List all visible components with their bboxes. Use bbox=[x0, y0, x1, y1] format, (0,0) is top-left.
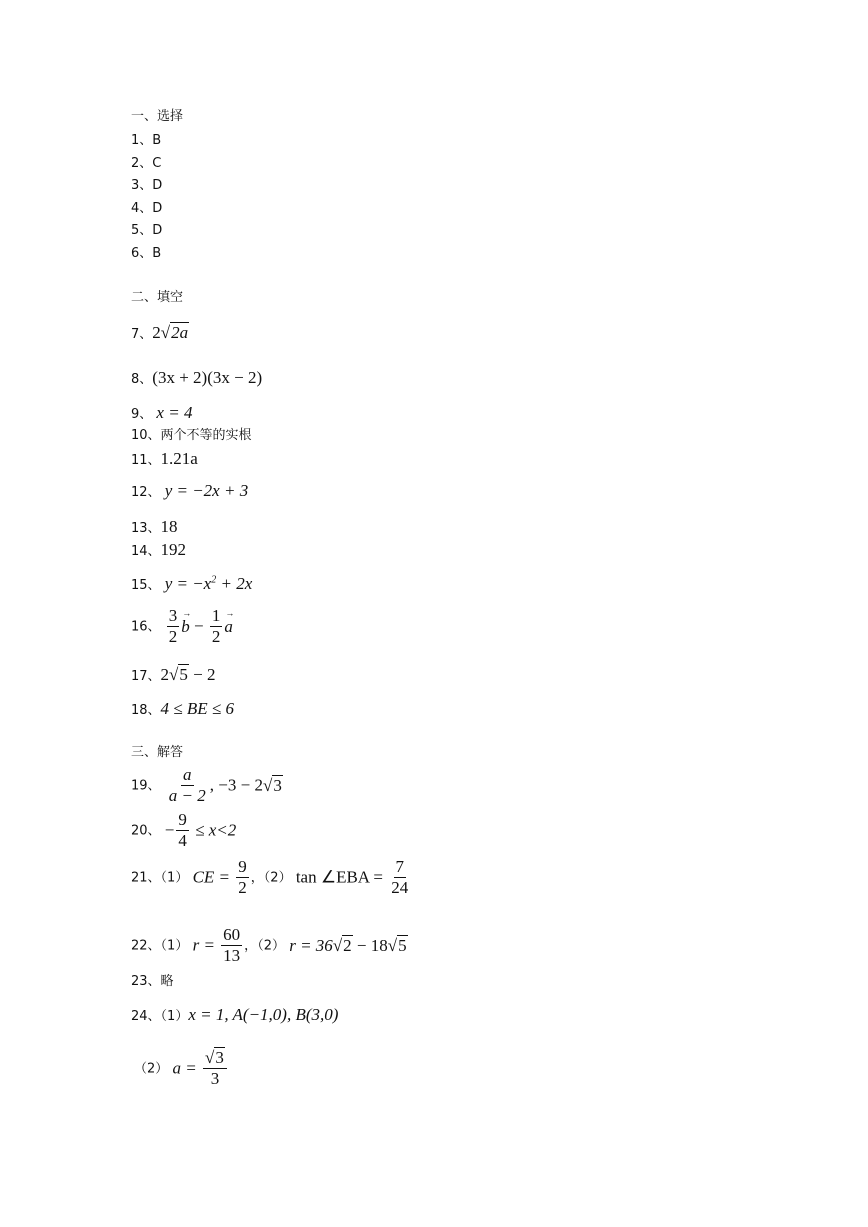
section-heading-fill: 二、填空 bbox=[131, 290, 184, 305]
expression: y = −2x + 3 bbox=[164, 481, 249, 500]
expression-part: − 2 bbox=[188, 665, 216, 684]
question-number: 5、 bbox=[131, 223, 153, 238]
part-label: （2） bbox=[134, 1061, 169, 1077]
fill-answer-16 bbox=[131, 607, 233, 646]
solve-answer-23 bbox=[131, 975, 174, 988]
expression: 1.21a bbox=[160, 449, 198, 468]
section-heading-choice: 一、选择 bbox=[131, 109, 184, 124]
fill-answer-15 bbox=[131, 575, 252, 592]
question-number: 16、 bbox=[131, 619, 161, 635]
question-number: 22、 bbox=[131, 938, 161, 954]
denominator: 2 bbox=[211, 626, 221, 646]
fill-answer-7 bbox=[131, 324, 189, 341]
answer: D bbox=[152, 223, 163, 238]
numerator: 1 bbox=[211, 606, 221, 625]
sqrt-symbol: √3 bbox=[205, 1048, 224, 1067]
operator: − bbox=[189, 616, 208, 636]
radicand: 3 bbox=[273, 775, 282, 795]
question-number: 8、 bbox=[131, 372, 153, 387]
sign: − bbox=[164, 820, 175, 840]
question-number: 13、 bbox=[131, 521, 161, 536]
expression-part: ≤ x<2 bbox=[190, 820, 237, 840]
expression: x = 1, A(−1,0), B(3,0) bbox=[188, 1005, 339, 1024]
choice-answer-5 bbox=[131, 224, 162, 237]
choice-answer-4 bbox=[131, 202, 162, 215]
expression-part: + 2x bbox=[216, 574, 253, 593]
solve-answer-20 bbox=[131, 811, 236, 850]
fill-answer-18 bbox=[131, 700, 234, 717]
choice-answer-6 bbox=[131, 247, 161, 260]
denominator: 13 bbox=[223, 945, 241, 965]
section-heading-solve: 三、解答 bbox=[131, 745, 184, 760]
solve-answer-21 bbox=[131, 858, 412, 897]
fill-answer-14 bbox=[131, 541, 186, 558]
part-label: （2） bbox=[257, 938, 285, 954]
expression: 18 bbox=[160, 517, 178, 536]
question-number: 19、 bbox=[131, 778, 161, 794]
question-number: 6、 bbox=[131, 246, 153, 261]
choice-answer-1 bbox=[131, 134, 161, 147]
expression: 192 bbox=[160, 540, 187, 559]
fraction bbox=[221, 926, 242, 965]
part-label: （1） bbox=[160, 1009, 189, 1024]
solve-answer-19 bbox=[131, 766, 283, 805]
fraction bbox=[203, 1049, 227, 1088]
question-number: 23、 bbox=[131, 974, 161, 989]
fill-answer-13 bbox=[131, 518, 178, 535]
denominator: a − 2 bbox=[168, 785, 206, 805]
question-number: 2、 bbox=[131, 156, 153, 171]
fill-answer-17 bbox=[131, 666, 215, 683]
denominator: 24 bbox=[391, 877, 409, 897]
question-number: 12、 bbox=[131, 485, 161, 500]
sqrt-symbol: √5 bbox=[387, 936, 407, 956]
question-number: 7、 bbox=[131, 327, 153, 342]
fill-answer-12 bbox=[131, 482, 248, 499]
fill-answer-11 bbox=[131, 450, 198, 467]
answer-text: 略 bbox=[160, 974, 174, 989]
exponent: 2 bbox=[211, 574, 217, 586]
question-number: 17、 bbox=[131, 669, 161, 684]
vector-a: → a bbox=[224, 618, 233, 635]
fraction bbox=[210, 607, 223, 646]
answer: D bbox=[152, 178, 163, 193]
question-number: 9、 bbox=[131, 407, 153, 422]
radicand: 5 bbox=[179, 665, 188, 684]
question-number: 21、 bbox=[131, 870, 161, 886]
fill-answer-10 bbox=[131, 429, 252, 442]
expression-part: , −3 − 2 bbox=[209, 775, 263, 795]
expression-part: r = 36 bbox=[289, 936, 333, 956]
answer-text: 两个不等的实根 bbox=[160, 428, 252, 443]
part-label: （1） bbox=[160, 870, 189, 886]
denominator: 2 bbox=[168, 626, 178, 646]
fill-answer-9 bbox=[131, 404, 192, 421]
expression-part: − 18 bbox=[352, 936, 388, 956]
solve-answer-24 bbox=[131, 1006, 338, 1023]
sqrt-symbol: √3 bbox=[262, 775, 282, 795]
solve-answer-24-part2 bbox=[134, 1049, 229, 1088]
sqrt-symbol: √5 bbox=[169, 665, 188, 684]
question-number: 10、 bbox=[131, 428, 161, 443]
expression-part: a = bbox=[172, 1058, 202, 1078]
answer: B bbox=[152, 246, 162, 261]
expression: (3x + 2)(3x − 2) bbox=[152, 368, 263, 387]
radicand: 2 bbox=[343, 936, 352, 956]
sqrt-symbol: √2 bbox=[332, 936, 352, 956]
numerator: 60 bbox=[223, 925, 241, 944]
numerator: 9 bbox=[178, 810, 187, 829]
radicand: 3 bbox=[215, 1048, 224, 1067]
question-number: 4、 bbox=[131, 201, 153, 216]
choice-answer-2 bbox=[131, 157, 161, 170]
question-number: 14、 bbox=[131, 544, 161, 559]
numerator: 3 bbox=[168, 606, 178, 625]
answer: D bbox=[152, 201, 163, 216]
vector-b: → b bbox=[181, 618, 190, 635]
separator: ， bbox=[250, 870, 264, 886]
question-number: 20、 bbox=[131, 823, 161, 839]
expression: 4 ≤ BE ≤ 6 bbox=[160, 699, 234, 718]
denominator: 4 bbox=[178, 830, 187, 850]
expression-part: tan ∠EBA = bbox=[295, 867, 388, 887]
coefficient: 2 bbox=[160, 665, 170, 684]
radicand: 5 bbox=[398, 936, 407, 956]
numerator: a bbox=[183, 765, 192, 784]
choice-answer-3 bbox=[131, 179, 162, 192]
question-number: 24、 bbox=[131, 1009, 161, 1024]
fraction bbox=[176, 811, 189, 850]
fraction bbox=[167, 607, 180, 646]
expression-part: y = −x bbox=[164, 574, 212, 593]
fill-answer-8 bbox=[131, 369, 262, 386]
question-number: 18、 bbox=[131, 703, 161, 718]
expression-part: CE = bbox=[192, 867, 235, 887]
fraction bbox=[236, 858, 249, 897]
question-number: 15、 bbox=[131, 578, 161, 593]
fraction bbox=[167, 766, 208, 805]
answer: B bbox=[152, 133, 162, 148]
solve-answer-22 bbox=[131, 926, 408, 965]
fraction bbox=[389, 858, 410, 897]
sqrt-symbol: √2a bbox=[160, 323, 189, 342]
question-number: 1、 bbox=[131, 133, 153, 148]
coefficient: 2 bbox=[152, 323, 161, 342]
question-number: 11、 bbox=[131, 453, 161, 468]
expression: x = 4 bbox=[156, 403, 193, 422]
question-number: 3、 bbox=[131, 178, 153, 193]
denominator: 3 bbox=[210, 1068, 220, 1088]
expression-part: r = bbox=[192, 935, 220, 955]
numerator: 9 bbox=[238, 857, 247, 876]
part-label: （2） bbox=[263, 870, 292, 886]
denominator: 2 bbox=[238, 877, 247, 897]
numerator: 7 bbox=[395, 857, 404, 876]
part-label: （1） bbox=[160, 938, 189, 954]
answer: C bbox=[152, 156, 162, 171]
radicand: 2a bbox=[171, 323, 189, 342]
separator: ， bbox=[244, 938, 258, 954]
